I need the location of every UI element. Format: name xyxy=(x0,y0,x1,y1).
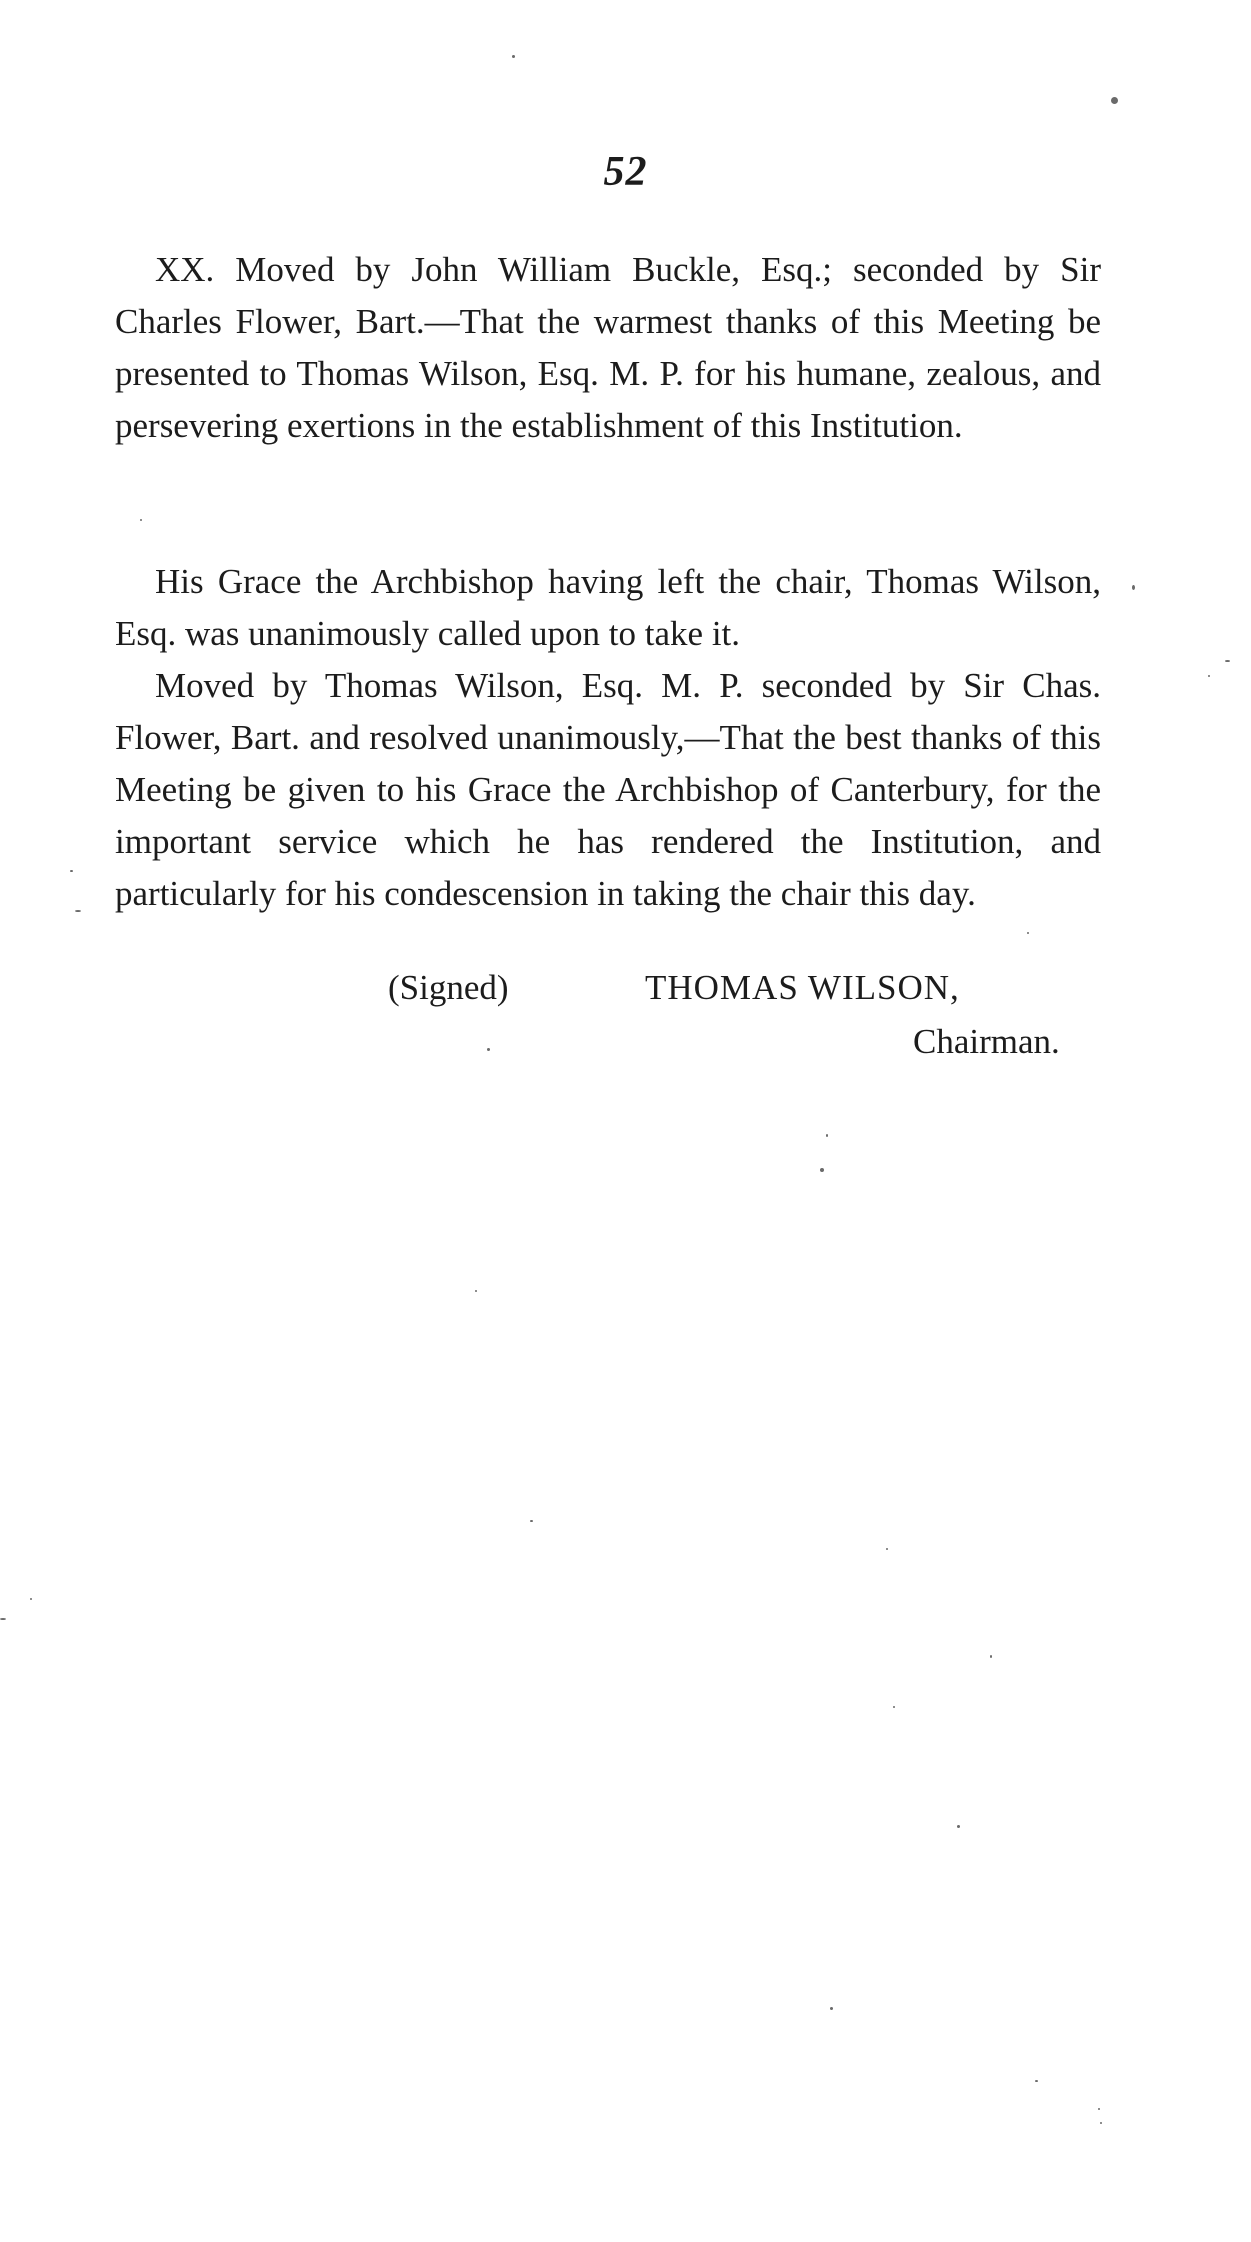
scan-speck xyxy=(75,910,81,912)
vote-of-thanks-paragraph: Moved by Thomas Wilson, Esq. M. P. seconded by Sir Chas. Flower, Bart. and resolved unanimously,—That the best thanks of this Meeting be given to his Grace the Archbishop of Canterbury, for the important service which he has rendered the Institution, and particularly for his condescension in taking the chair this day. xyxy=(115,666,1101,913)
resolution-xx-block xyxy=(115,244,1101,452)
scan-speck xyxy=(1111,97,1118,104)
scan-speck xyxy=(70,870,73,872)
scan-speck xyxy=(893,1706,895,1708)
scan-speck xyxy=(957,1825,960,1828)
scan-speck xyxy=(820,1168,824,1172)
scan-speck xyxy=(1132,585,1135,590)
page-number: 52 xyxy=(603,149,648,195)
scan-speck xyxy=(990,1655,992,1658)
scan-speck xyxy=(140,519,142,521)
resolution-xx-paragraph: XX. Moved by John William Buckle, Esq.; seconded by Sir Charles Flower, Bart.—That the warmest thanks of this Meeting be presented to Thomas Wilson, Esq. M. P. for his humane, zealous, and persevering exertions in the establishment of this Institution. xyxy=(115,250,1101,445)
scan-speck xyxy=(1208,675,1210,677)
scan-speck xyxy=(830,2007,833,2010)
scan-speck xyxy=(475,1290,477,1292)
signer-name: THOMAS WILSON, xyxy=(645,968,960,1007)
scan-speck xyxy=(1027,932,1029,934)
scan-speck xyxy=(1035,2080,1038,2082)
scan-speck xyxy=(1225,660,1230,662)
scan-speck xyxy=(1098,2108,1100,2110)
signed-label: (Signed) xyxy=(388,968,509,1007)
scan-speck xyxy=(886,1548,888,1550)
scan-speck xyxy=(30,1598,32,1600)
closing-block xyxy=(115,556,1101,920)
signature-line xyxy=(0,962,1251,1014)
scan-speck xyxy=(1100,2122,1102,2124)
scan-speck xyxy=(487,1048,490,1051)
scan-speck xyxy=(0,1618,6,1620)
signer-title: Chairman. xyxy=(913,1022,1060,1061)
chair-change-paragraph: His Grace the Archbishop having left the chair, Thomas Wilson, Esq. was unanimously called upon to take it. xyxy=(115,562,1101,653)
scan-speck xyxy=(826,1134,828,1137)
scan-speck xyxy=(530,1520,533,1522)
scan-speck xyxy=(512,55,515,58)
